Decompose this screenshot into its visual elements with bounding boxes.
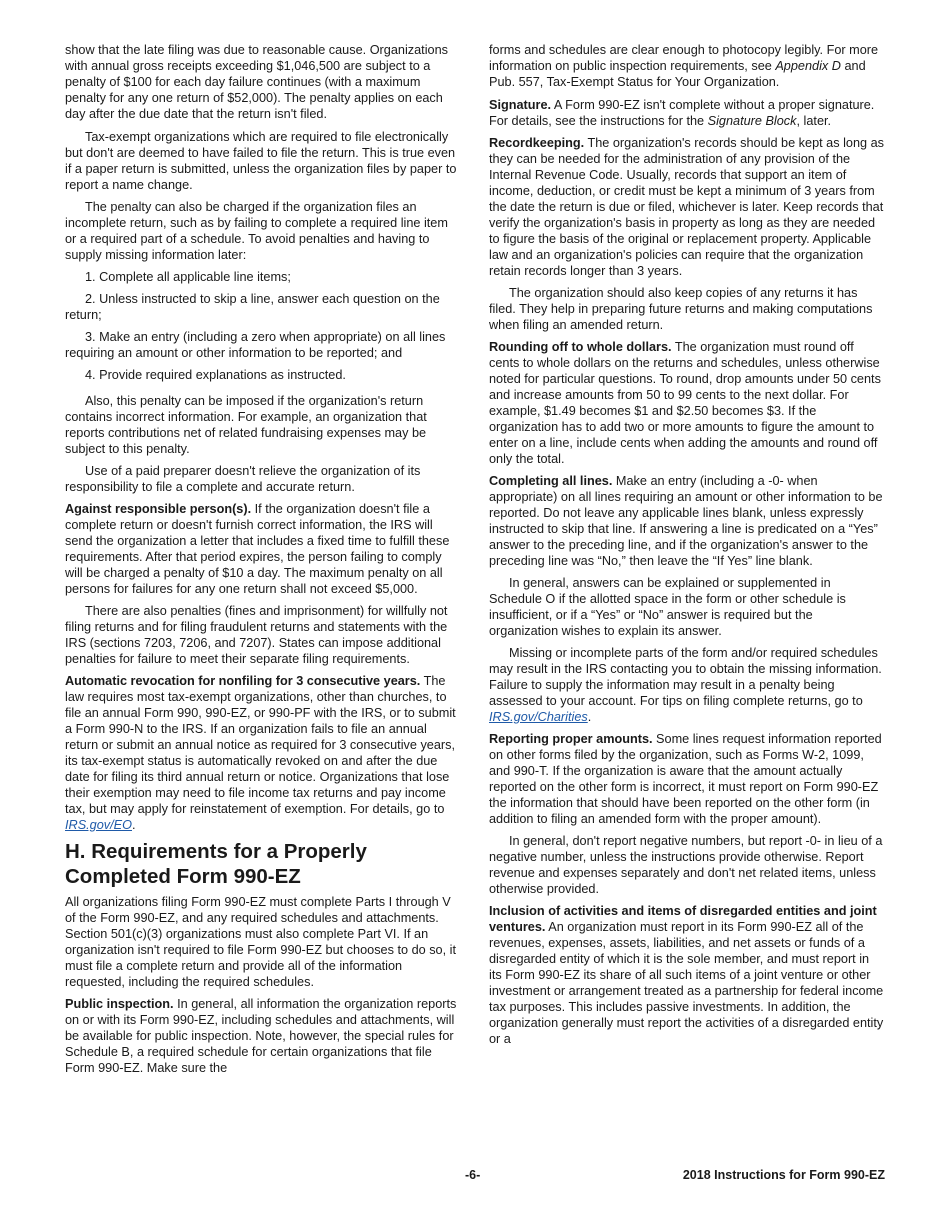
paragraph-paid-preparer: Use of a paid preparer doesn't relieve the organization of its responsibility to file a complete and accurate return. — [65, 464, 421, 494]
paragraph-incorrect-information: Also, this penalty can be imposed if the organization's return contains incorrect information. For example, an organization that reports contributions net of related fundraising expenses may be subject to this penalty. — [65, 394, 427, 456]
list-item: 4. Provide required explanations as instructed. — [85, 368, 346, 382]
paragraph-recordkeeping: Recordkeeping. The organization's records should be kept as long as they can be needed for the administration of any provision of the Internal Revenue Code. Usually, records that support an item of income, deduction, or credit must be kept a minimum of 3 years from the date the return is due or filed, whichever is later. Keep records that verify the organization's basis in property as long as they are needed to figure the basis of the original or replacement property. Applicable law and an organization's policies can require that the organization retain records longer than 3 years. — [489, 136, 885, 278]
section-heading: H. Requirements for a Properly Completed Form 990-EZ — [65, 840, 367, 888]
left-column — [65, 42, 460, 1082]
irs-charities-link[interactable]: IRS.gov/Charities — [489, 710, 588, 724]
paragraph-electronic-filing: Tax-exempt organizations which are required to file electronically but don't are deemed to have failed to file the return. This is true even if a paper return is submitted, unless the organization files by paper to report a name change. — [65, 130, 457, 192]
paragraph-schedule-o: In general, answers can be explained or supplemented in Schedule O if the allotted space in the form or other schedule is insufficient, or if a “Yes” or “No” answer is required but the organization wishes to explain its answer. — [489, 576, 846, 638]
paragraph-missing-parts: Missing or incomplete parts of the form and/or required schedules may result in the IRS contacting you to obtain the missing information. Failure to supply the information may result in a penalty being assessed to your account. For tips on filing complete returns, go to IRS.gov/Charities. — [489, 646, 882, 724]
right-column — [489, 42, 884, 1053]
paragraph-signature: Signature. A Form 990-EZ isn't complete without a proper signature. For details, see the instructions for the Signature Block, later. — [489, 98, 875, 128]
paragraph-disregarded-entities: Inclusion of activities and items of disregarded entities and joint ventures. An organization must report in its Form 990-EZ all of the revenues, expenses, assets, liabilities, and net assets or funds of a disregarded entity of which it is the sole member, and must report in its Form 990-EZ its share of all such items of a joint venture or other investment or arrangement treated as a partnership for federal income tax purposes. This includes passive investments. In addition, the organization generally must report the activities of a disregarded entity or a — [489, 904, 884, 1046]
paragraph-responsible-persons: Against responsible person(s). If the organization doesn't file a complete return or doesn't furnish correct information, the IRS will send the organization a letter that includes a fixed time to fulfill these requirements. After that period expires, the person failing to comply will be charged a penalty of $10 a day. The maximum penalty on all persons for failures for any one return shall not exceed $5,000. — [65, 502, 450, 596]
list-item: 1. Complete all applicable line items; — [85, 270, 291, 284]
paragraph-negative-numbers: In general, don't report negative numbers, but report -0- in lieu of a negative number, unless the instructions provide otherwise. Report revenue and expenses separately and don't net related items, unless otherwise provided. — [489, 834, 883, 896]
paragraph-fines: There are also penalties (fines and imprisonment) for willfully not filing returns and for filing fraudulent returns and statements with the IRS (sections 7203, 7206, and 7207). States can impose additional penalties for failure to meet their separate filing requirements. — [65, 604, 448, 666]
list-item: 2. Unless instructed to skip a line, answer each question on the return; — [65, 292, 440, 322]
list-item: 3. Make an entry (including a zero when appropriate) on all lines requiring an amount or other information to be reported; and — [65, 330, 446, 360]
run-in-heading: Completing all lines. — [489, 474, 613, 488]
irs-eo-link[interactable]: IRS.gov/EO — [65, 818, 132, 832]
paragraph-late-filing: show that the late filing was due to reasonable cause. Organizations with annual gross receipts exceeding $1,046,500 are subject to a penalty of $100 for each day failure continues (with a maximum penalty for any one return of $52,000). The penalty applies on each day after the due date that the return isn't filed. — [65, 43, 448, 121]
run-in-heading: Automatic revocation for nonfiling for 3 consecutive years. — [65, 674, 421, 688]
run-in-heading: Inclusion of activities and items of disregarded entities and joint ventures. — [489, 904, 877, 934]
run-in-heading: Reporting proper amounts. — [489, 732, 653, 746]
paragraph-public-inspection: Public inspection. In general, all information the organization reports on or with its Form 990-EZ, including schedules and attachments, will be available for public inspection. Note, however, the special rules for Schedule B, a required schedule for certain organizations that file Form 990-EZ. Make sure the — [65, 997, 457, 1075]
run-in-heading: Public inspection. — [65, 997, 174, 1011]
paragraph-completing-lines: Completing all lines. Make an entry (including a -0- when appropriate) on all lines requiring an amount or other information to be reported. Do not leave any applicable lines blank, unless expressly instructed to skip that line. If answering a line is predicated on a “Yes” answer to the preceding line, and if the organization's answer to the preceding line was “No,” then leave the “If Yes” line blank. — [489, 474, 883, 568]
run-in-heading: Recordkeeping. — [489, 136, 585, 150]
footer-title: 2018 Instructions for Form 990-EZ — [682, 1168, 885, 1182]
paragraph-automatic-revocation: Automatic revocation for nonfiling for 3 consecutive years. The law requires most tax-exempt organizations, other than churches, to file an annual Form 990, 990-EZ, or 990-PF with the IRS, or to submit a Form 990-N to the IRS. If an organization fails to file an annual return or submit an annual notice as required for 3 consecutive years, its tax-exempt status is automatically revoked on and after the due date for filing its third annual return or notice. Organizations that lose their exemption may need to file income tax returns and pay income tax, but may apply for reinstatement of exemption. For details, go to IRS.gov/EO. — [65, 674, 456, 832]
run-in-heading: Signature. — [489, 98, 552, 112]
paragraph-copies-of-returns: The organization should also keep copies of any returns it has filed. They help in preparing future returns and making computations when filing an amended return. — [489, 286, 873, 332]
paragraph-incomplete-return: The penalty can also be charged if the organization files an incomplete return, such as by failing to complete a required line item or a required part of a schedule. To avoid penalties and having to supply missing information later: — [65, 200, 448, 262]
paragraph-parts-required: All organizations filing Form 990-EZ must complete Parts I through V of the Form 990-EZ, and any required schedules and attachments. Section 501(c)(3) organizations must also complete Part VI. If an organization isn't required to file Form 990-EZ but chooses to do so, it must file a complete return and provide all of the information requested, including the required schedules. — [65, 895, 457, 989]
run-in-heading: Against responsible person(s). — [65, 502, 252, 516]
paragraph-photocopy: forms and schedules are clear enough to photocopy legibly. For more information on public inspection requirements, see Appendix D and Pub. 557, Tax-Exempt Status for Your Organization. — [489, 43, 879, 89]
run-in-heading: Rounding off to whole dollars. — [489, 340, 672, 354]
page-number: -6- — [465, 1168, 481, 1182]
paragraph-rounding: Rounding off to whole dollars. The organization must round off cents to whole dollars on the returns and schedules, unless otherwise noted for particular questions. To round, drop amounts under 50 cents and increase amounts from 50 to 99 cents to the next dollar. For example, $1.49 becomes $1 and $2.50 becomes $3. If the organization has to add two or more amounts to figure the amount to enter on a line, include cents when adding the amounts and round off only the total. — [489, 340, 881, 466]
paragraph-reporting-amounts: Reporting proper amounts. Some lines request information reported on other forms filed by the organization, such as Forms W-2, 1099, and 990-T. If the organization is aware that the amount actually reported on the other form is incorrect, it must report on Form 990-EZ the information that should have been reported on the other form (in addition to filing an amended form with the proper amount). — [489, 732, 882, 826]
